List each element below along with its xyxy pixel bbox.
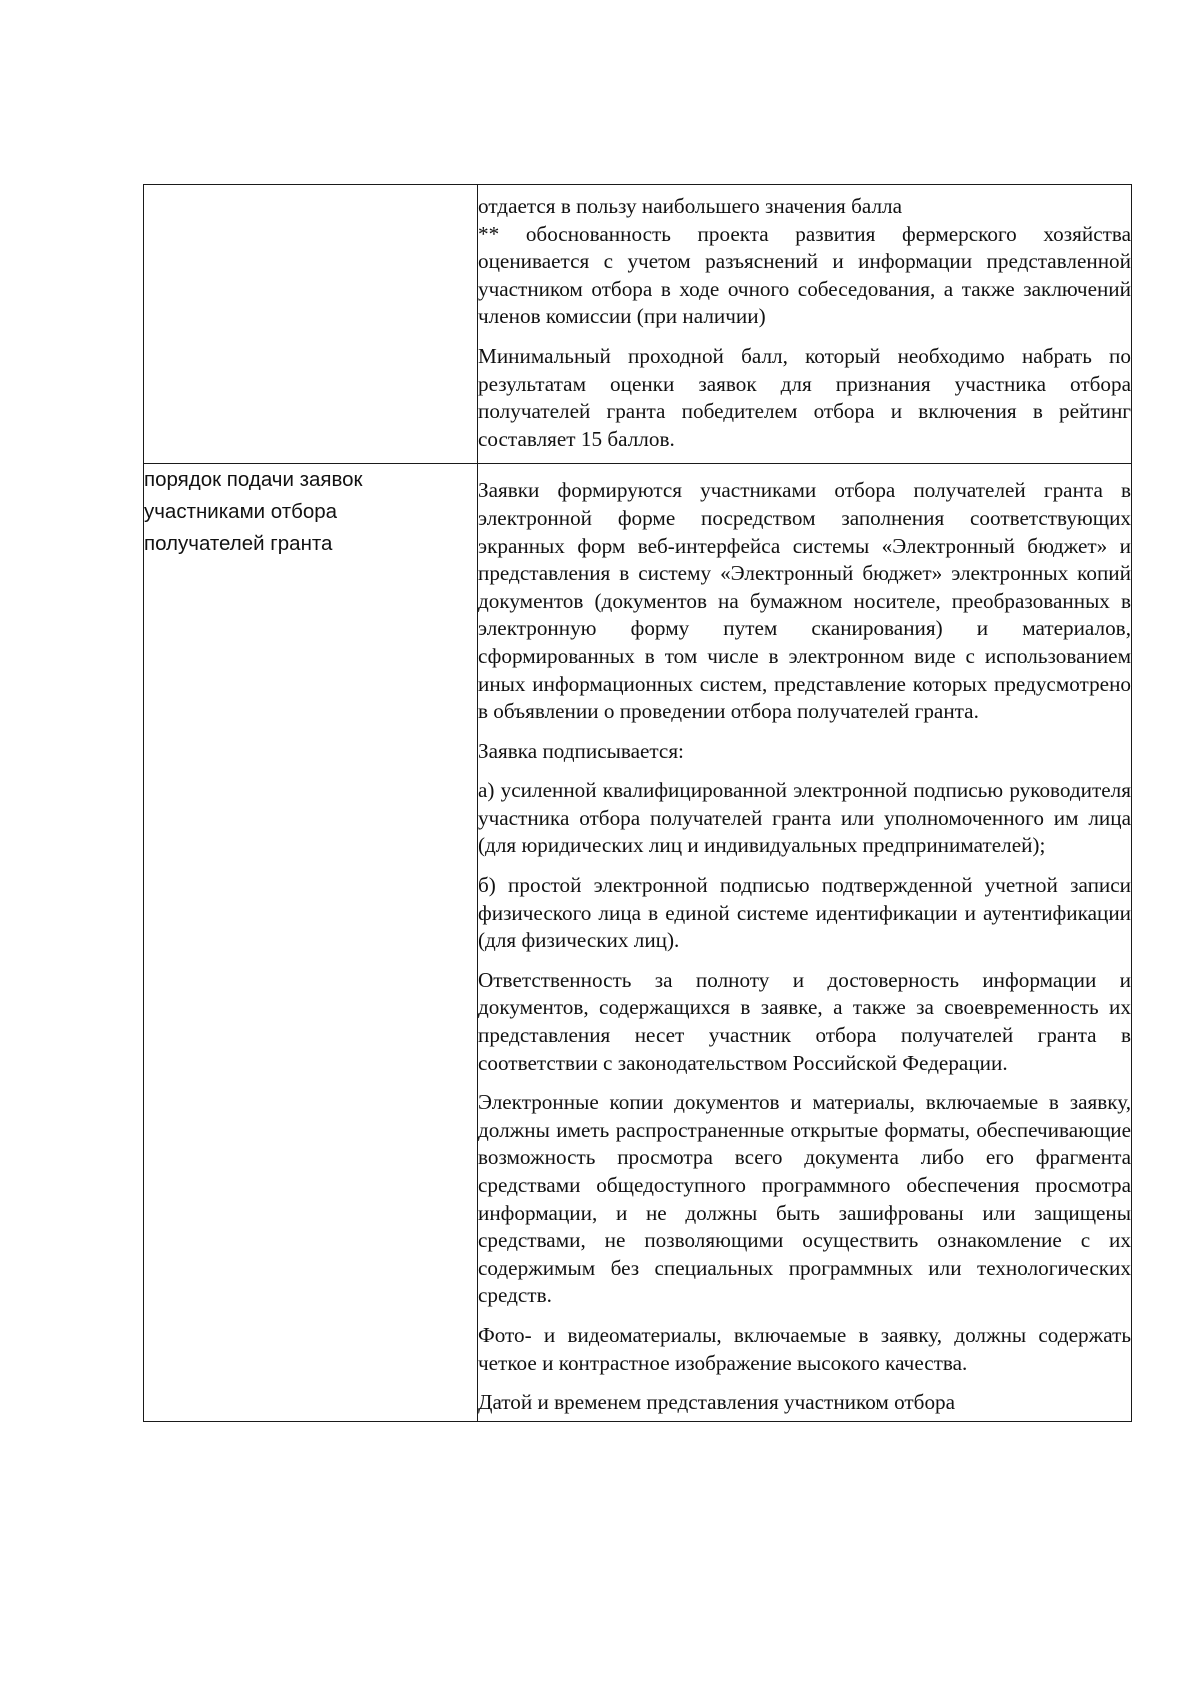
document-table (143, 184, 1132, 1422)
paragraph: Датой и временем представления участником отбора (478, 1390, 956, 1415)
criteria-label-line: получателей гранта (144, 532, 333, 556)
paragraph: Заявки формируются участниками отбора получателей гранта в электронной форме посредством заполнения соответствующих экранных форм веб-интерфейса системы «Электронный бюджет» и представления в систему «Электронный бюджет» электронных копий документов (документов на бумажном носителе, преобразованных в электронную форму путем сканирования) и материалов, сформированных в том числе в электронном виде с использованием иных информационных систем, представление которых предусмотрено в объявлении о проведении отбора получателей гранта. (478, 478, 1131, 724)
paragraph: б) простой электронной подписью подтвержденной учетной записи физического лица в единой системе идентификации и аутентификации (для физических лиц). (478, 873, 1131, 953)
criteria-label-line: порядок подачи заявок (144, 468, 363, 492)
paragraph: Электронные копии документов и материалы, включаемые в заявку, должны иметь распространенные открытые форматы, обеспечивающие возможность просмотра всего документа либо его фрагмента средствами общедоступного программного обеспечения просмотра информации, и не должны быть зашифрованы или защищены средствами, не позволяющими осуществить ознакомление с их содержимым без специальных программных или технологических средств. (478, 1090, 1131, 1308)
table-row (144, 464, 1132, 1421)
paragraph: а) усиленной квалифицированной электронной подписью руководителя участника отбора получателей гранта или уполномоченного им лица (для юридических лиц и индивидуальных предпринимателей); (478, 778, 1131, 858)
description-cell (478, 464, 1132, 1421)
paragraph: ** обоснованность проекта развития фермерского хозяйства оценивается с учетом разъяснений и информации представленной участником отбора в ходе очного собеседования, а также заключений членов комиссии (при наличии) (478, 221, 1131, 329)
criteria-cell (144, 464, 478, 1421)
criteria-cell (144, 185, 478, 464)
paragraph: Минимальный проходной балл, который необходимо набрать по результатам оценки заявок для признания участника отбора получателей гранта победителем отбора и включения в рейтинг составляет 15 баллов. (478, 343, 1131, 451)
paragraph: Фото- и видеоматериалы, включаемые в заявку, должны содержать четкое и контрастное изображение высокого качества. (478, 1322, 1131, 1375)
description-cell (478, 185, 1132, 464)
paragraph: Заявка подписывается: (478, 738, 684, 763)
paragraph: отдается в пользу наибольшего значения балла (478, 194, 902, 218)
criteria-label-line: участниками отбора (144, 500, 338, 524)
table-row (144, 185, 1132, 464)
paragraph: Ответственность за полноту и достоверность информации и документов, содержащихся в заявке, а также за своевременность их представления несет участник отбора получателей гранта в соответствии с законодательством Российской Федерации. (478, 967, 1131, 1075)
